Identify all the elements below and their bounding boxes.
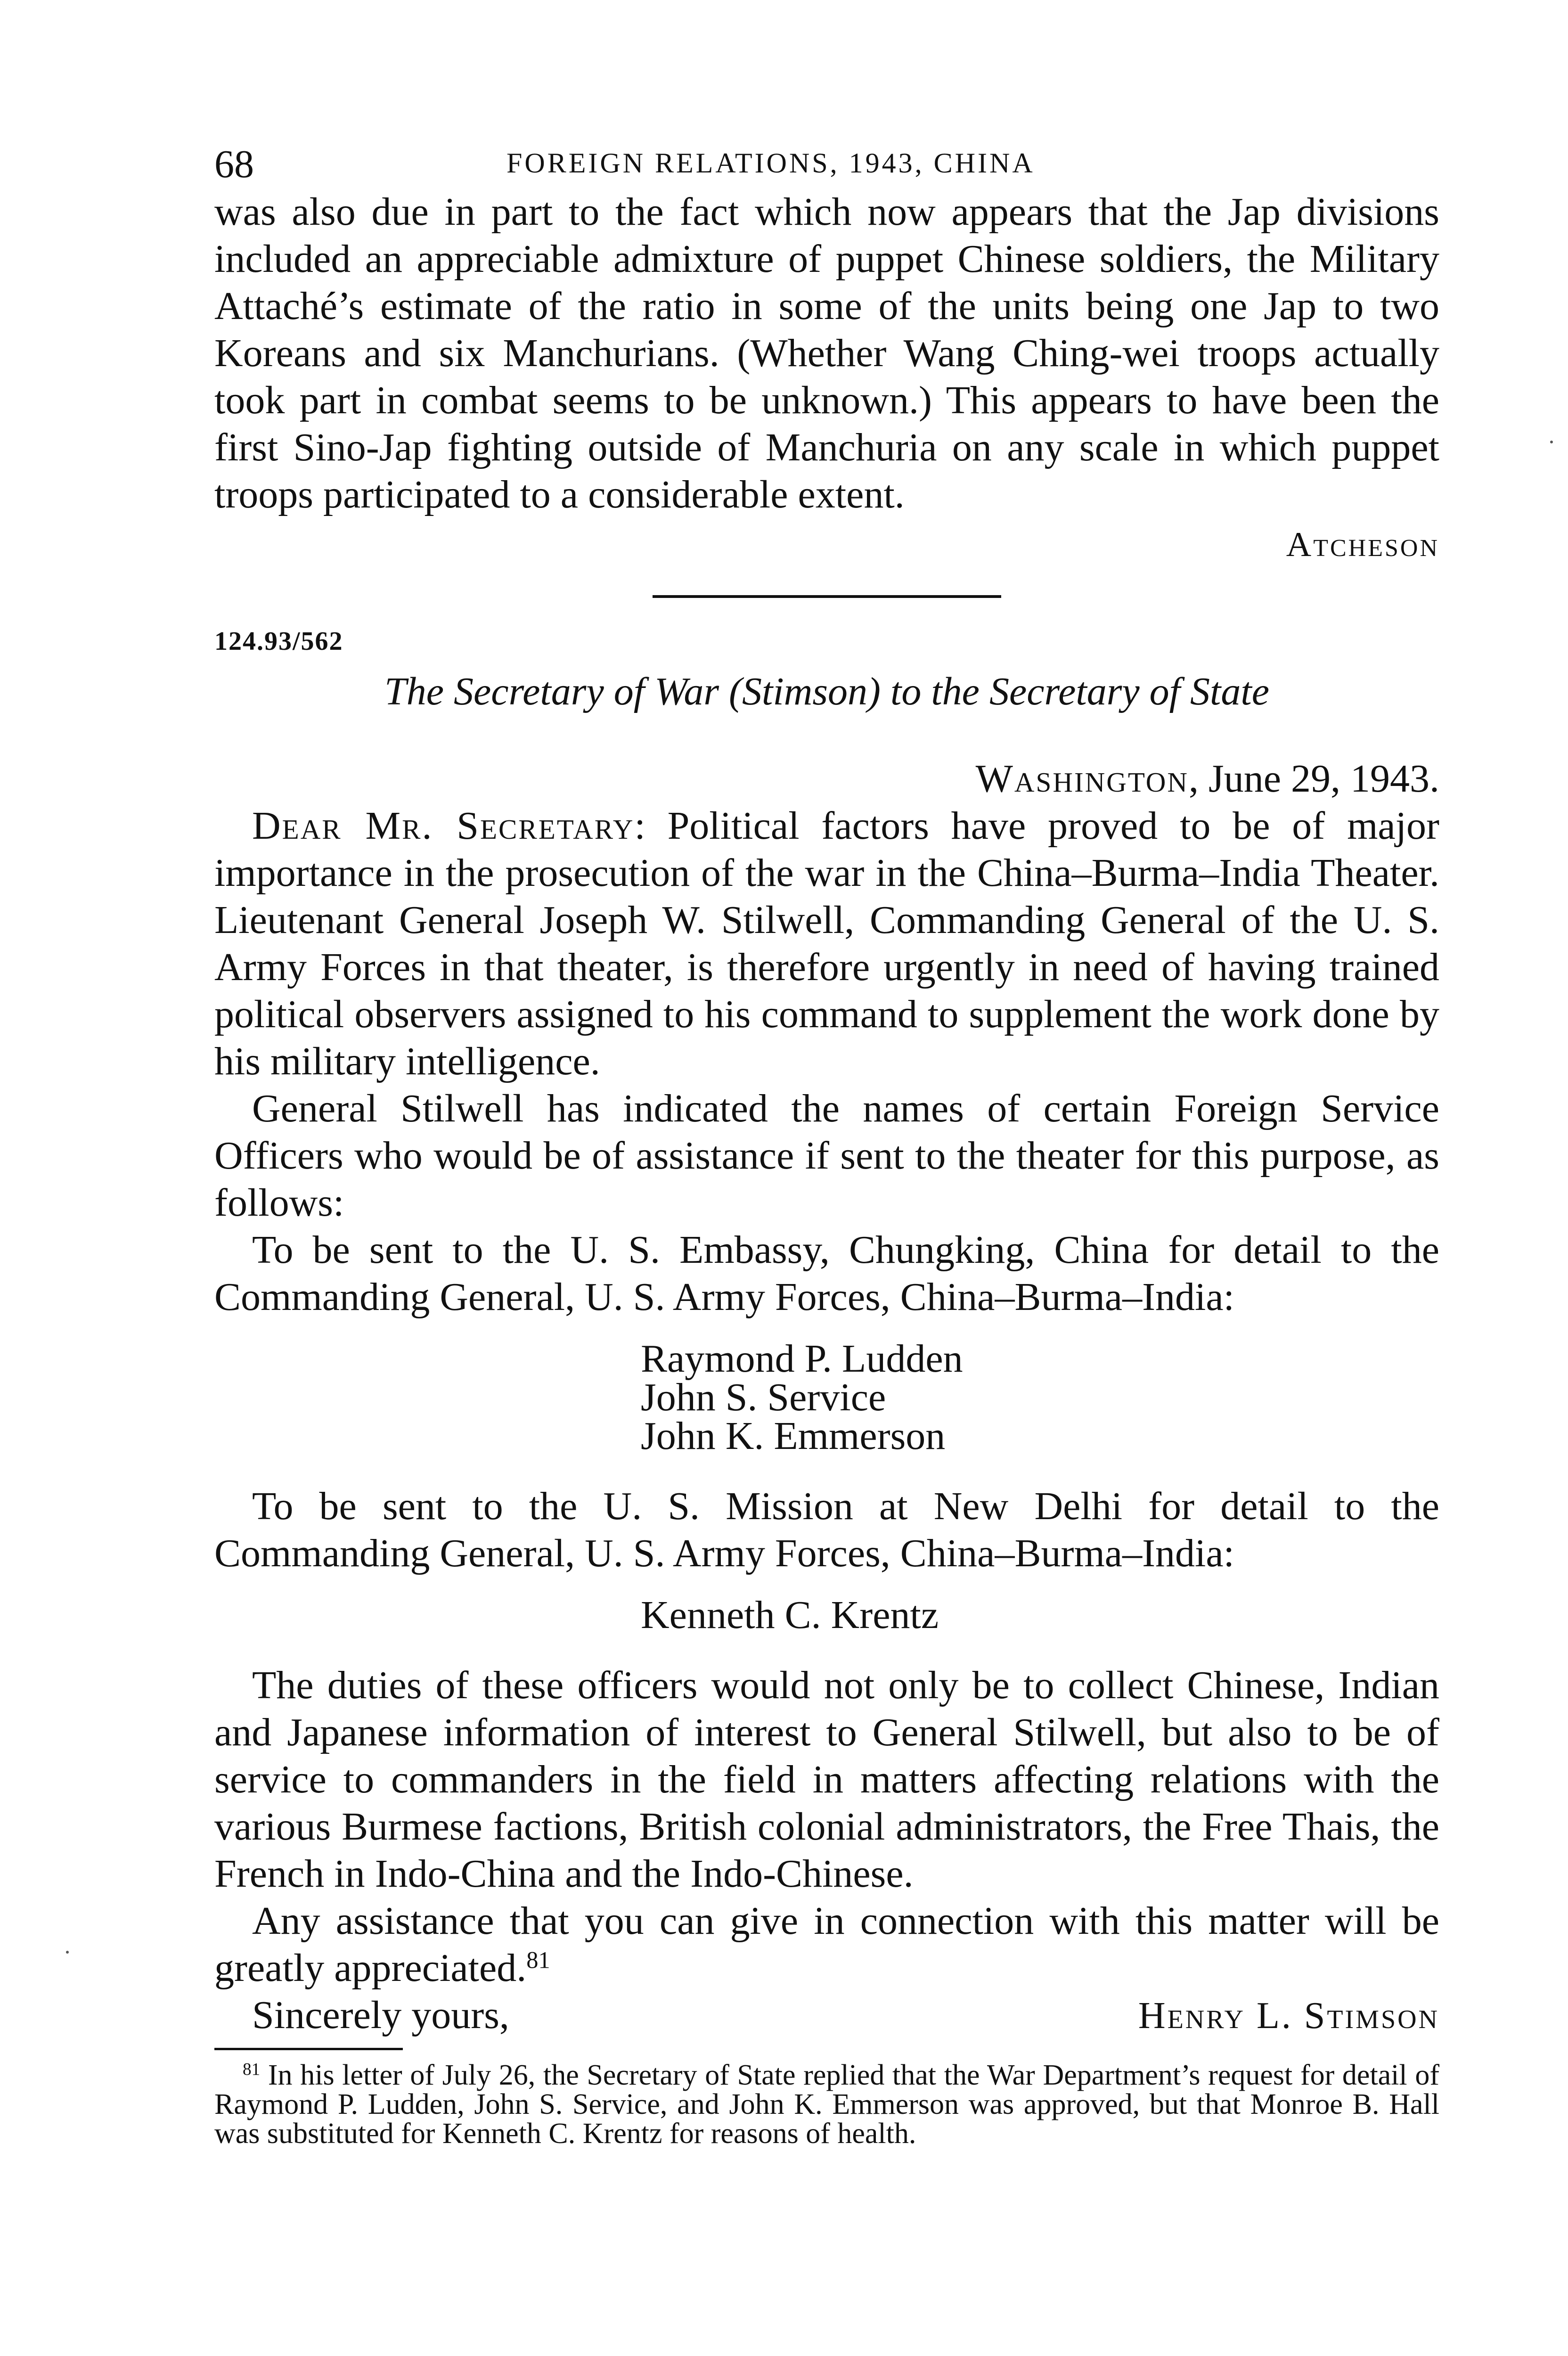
running-head: FOREIGN RELATIONS, 1943, CHINA xyxy=(506,147,1035,179)
document-title: The Secretary of War (Stimson) to the Secretary of State xyxy=(384,670,1269,713)
dateline-place: Washington xyxy=(975,757,1189,801)
footnote-text: In his letter of July 26, the Secretary of State replied that the War Department’s request for detail of Raymond P. Ludden, John S. Service, and John K. Emmerson was approved, but that Monroe B. Hall was substituted for Kenneth C. Krentz for reasons of health. xyxy=(214,2059,1439,2150)
paragraph-1-text: : Political factors have proved to be of major importance in the prosecution of the war in the China–Burma–India Theater. Lieutenant General Joseph W. Stilwell, Commanding General of the U. S. Army Forces in that theater, is therefore urgently in need of having trained political observers assigned to his command to supplement the work done by his military intelligence. xyxy=(214,804,1439,1083)
chungking-name-list xyxy=(641,1337,1439,1458)
stimson-signature: Henry L. Stimson xyxy=(1138,1995,1439,2037)
letter-paragraph-4: To be sent to the U. S. Mission at New Delhi for detail to the Commanding General, U. S. Army Forces, China–Burma–India: xyxy=(214,1484,1439,1575)
scan-speck xyxy=(66,1951,69,1954)
salutation: Dear Mr. Secretary xyxy=(252,804,635,848)
name-emmerson: John K. Emmerson xyxy=(641,1414,946,1458)
letter-paragraph-5: The duties of these officers would not only be to collect Chinese, Indian and Japanese information of interest to General Stilwell, but also to be of service to commanders in the field in matters affecting relations with the various Burmese factions, British colonial administrators, the Free Thais, the French in Indo-China and the Indo-Chinese. xyxy=(214,1663,1439,1896)
dateline xyxy=(214,755,1439,802)
section-divider xyxy=(653,595,1001,598)
document-page xyxy=(214,141,1439,2148)
letter-closing xyxy=(214,1992,1439,2039)
paragraph-6-text: Any assistance that you can give in connection with this matter will be greatly appreciated. xyxy=(214,1899,1439,1990)
name-service: John S. Service xyxy=(641,1375,886,1419)
atcheson-signature: Atcheson xyxy=(1286,525,1439,564)
letter-paragraph-3: To be sent to the U. S. Embassy, Chungking, China for detail to the Commanding General, U. S. Army Forces, China–Burma–India: xyxy=(214,1228,1439,1319)
dateline-date: , June 29, 1943. xyxy=(1189,757,1439,801)
scan-speck xyxy=(1550,441,1553,443)
footnote-marker: 81 xyxy=(243,2060,261,2079)
name-krentz: Kenneth C. Krentz xyxy=(641,1593,939,1637)
footnote xyxy=(214,2061,1439,2148)
letter-paragraph-2: General Stilwell has indicated the names of certain Foreign Service Officers who would be of assistance if sent to the theater for this purpose, as follows: xyxy=(214,1087,1439,1225)
page-number: 68 xyxy=(214,142,254,186)
letter-paragraph-6 xyxy=(214,1898,1439,1992)
closing-phrase: Sincerely yours, xyxy=(252,1993,509,2037)
delhi-name-list xyxy=(641,1593,1439,1637)
page-header xyxy=(214,141,1439,184)
name-ludden: Raymond P. Ludden xyxy=(641,1337,963,1381)
file-number: 124.93/562 xyxy=(214,627,343,656)
footnote-reference[interactable]: 81 xyxy=(526,1947,550,1973)
letter-paragraph-1 xyxy=(214,802,1439,1085)
continuation-paragraph: was also due in part to the fact which now appears that the Jap divisions included an appreciable admixture of puppet Chinese soldiers, the Military Attaché’s estimate of the ratio in some of the units being one Jap to two Koreans and six Manchurians. (Whether Wang Ching-wei troops actually took part in combat seems to be unknown.) This appears to have been the first Sino-Jap fighting outside of Manchuria on any scale in which puppet troops participated to a considerable extent. xyxy=(214,190,1439,516)
footnote-divider xyxy=(214,2048,403,2050)
